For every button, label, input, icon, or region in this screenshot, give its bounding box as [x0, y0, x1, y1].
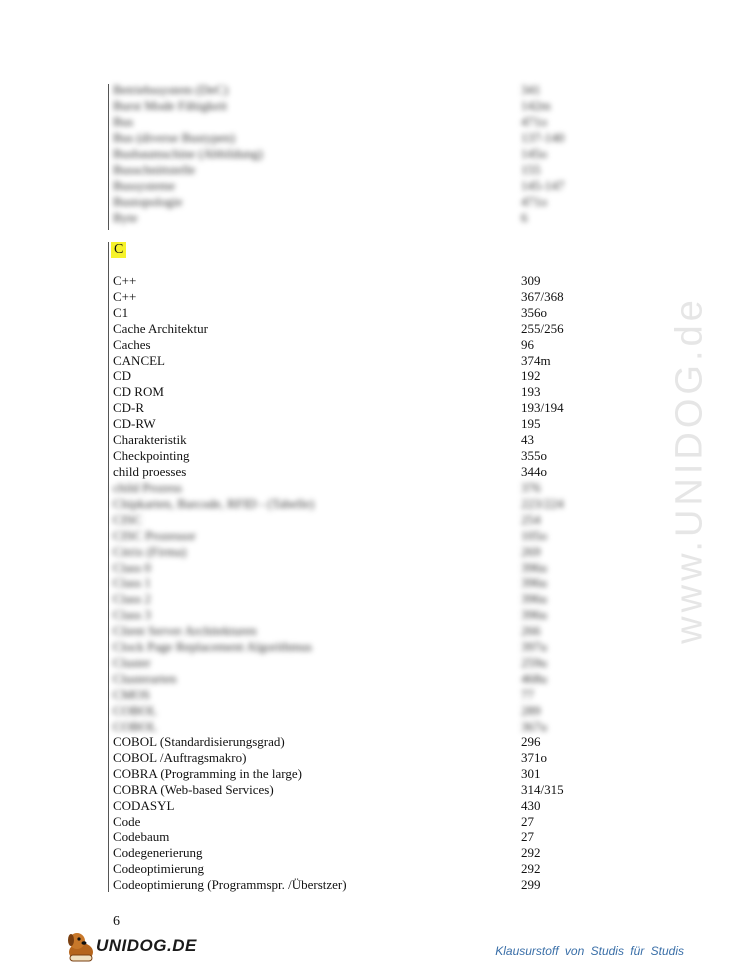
index-entry — [113, 194, 583, 210]
index-page-ref: 471o — [521, 194, 547, 209]
index-entry — [113, 687, 583, 703]
index-page-ref: 371o — [521, 749, 547, 765]
index-entry — [113, 766, 583, 782]
index-entry — [113, 845, 583, 861]
index-page-ref: 292 — [521, 861, 541, 877]
index-entry — [113, 480, 583, 496]
index-term: COBOL — [113, 702, 158, 718]
index-term: COBOL /Auftragsmakro) — [113, 749, 247, 765]
index-page-ref: 269 — [521, 543, 541, 559]
index-term: Busbaumschine (Abbildung) — [113, 146, 263, 161]
index-term: Busschnittstelle — [113, 162, 196, 177]
index-page-ref: 367u — [521, 718, 547, 734]
margin-line-main — [108, 242, 109, 892]
index-page-ref: 296 — [521, 734, 541, 749]
index-term: COBRA (Programming in the large) — [113, 765, 302, 781]
index-page-ref: 192 — [521, 368, 541, 384]
index-term: Cluster — [113, 654, 151, 670]
index-entry — [113, 703, 583, 719]
index-term: Client Server Architekturen — [113, 623, 257, 639]
watermark-text: www.UNIDOG.de — [668, 296, 711, 644]
index-term: CD-RW — [113, 416, 156, 432]
index-term: Class 1 — [113, 575, 151, 591]
index-term: Citrix (Firma) — [113, 543, 187, 559]
index-term: COBOL (Standardisierungsgrad) — [113, 734, 285, 749]
index-entry — [113, 591, 583, 607]
index-term: Chipkarten, Barcode, RFID - (Tabelle) — [113, 495, 315, 511]
index-page-ref: 314/315 — [521, 781, 564, 797]
index-entry — [113, 432, 583, 448]
index-term: child proesses — [113, 463, 187, 479]
index-page-ref: 254 — [521, 511, 541, 527]
index-page-ref: 142m — [521, 98, 551, 113]
index-term: CANCEL — [113, 352, 165, 368]
index-page-ref: 341 — [521, 82, 541, 97]
index-entry — [113, 814, 583, 830]
index-term: CD — [113, 368, 132, 384]
index-page-ref: 27 — [521, 829, 534, 845]
index-page-ref: 223/224 — [521, 495, 564, 511]
index-page-ref: 397u — [521, 639, 547, 654]
index-entry — [113, 861, 583, 877]
index-term: COBOL — [113, 718, 158, 734]
index-page-ref: 355o — [521, 447, 547, 463]
index-term: Bus (diverse Bustypen) — [113, 130, 236, 145]
index-page-ref: 471o — [521, 114, 547, 129]
index-term: Burst Mode Fähigkeit — [113, 98, 228, 113]
index-entry — [113, 655, 583, 671]
index-term: Codebaum — [113, 829, 170, 845]
index-term: CISC — [113, 511, 142, 527]
index-page-ref: 145-147 — [521, 178, 565, 193]
index-page-ref: 356o — [521, 304, 547, 320]
index-page-ref: 43 — [521, 432, 534, 447]
index-entry — [113, 575, 583, 591]
index-entry — [113, 416, 583, 432]
index-page-ref: 155 — [521, 162, 541, 177]
index-page-ref: 468u — [521, 670, 547, 686]
index-term: COBRA (Web-based Services) — [113, 781, 274, 797]
index-entry — [113, 210, 583, 226]
index-entry — [113, 829, 583, 845]
index-page-ref: 374m — [521, 352, 551, 368]
index-entry — [113, 400, 583, 416]
index-entry — [113, 782, 583, 798]
index-term: Bussysteme — [113, 178, 176, 193]
index-entry — [113, 353, 583, 369]
logo-text: UNIDOG.DE — [96, 936, 197, 955]
dog-icon — [64, 928, 98, 964]
index-entry — [113, 146, 583, 162]
footer-slogan: Klausurstoff von Studis für Studis — [495, 944, 684, 958]
index-entry — [113, 448, 583, 464]
index-term: CD-R — [113, 400, 145, 416]
index-term: Clusterarten — [113, 670, 177, 686]
index-term: Clock Page Replacement Algorithmus — [113, 639, 312, 654]
index-entry — [113, 130, 583, 146]
index-entry — [113, 162, 583, 178]
index-term: Codeoptimierung (Programmspr. /Überstzer) — [113, 877, 347, 893]
index-page-ref: 6 — [521, 210, 528, 225]
index-page-ref: 77 — [521, 686, 534, 702]
index-page-ref: 292 — [521, 845, 541, 861]
index-page-ref: 193/194 — [521, 400, 564, 416]
index-entry — [113, 512, 583, 528]
index-term: Bus — [113, 114, 134, 129]
index-page-ref: 430 — [521, 797, 541, 813]
index-term: Cache Architektur — [113, 320, 208, 336]
index-term: C1 — [113, 304, 129, 320]
index-page-ref: 301 — [521, 765, 541, 781]
index-term: Charakteristik — [113, 432, 187, 447]
index-term: C++ — [113, 288, 137, 304]
index-entry — [113, 273, 583, 289]
index-term: Codegenerierung — [113, 845, 203, 861]
index-entry — [113, 750, 583, 766]
index-page-ref: 255/256 — [521, 320, 564, 336]
index-term: C++ — [113, 273, 137, 288]
index-page-ref: 137-140 — [521, 130, 565, 145]
index-term: Bustopologie — [113, 194, 183, 209]
section-letter-heading: C — [111, 242, 126, 258]
index-page-ref: 396u — [521, 607, 547, 623]
index-term: Checkpointing — [113, 447, 190, 463]
index-term: Class 3 — [113, 607, 151, 623]
index-page-ref: 27 — [521, 813, 534, 829]
index-entry — [113, 560, 583, 576]
index-term: Code — [113, 813, 141, 829]
index-page-ref: 289 — [521, 702, 541, 718]
index-entry — [113, 528, 583, 544]
index-entry — [113, 798, 583, 814]
index-page-ref: 344o — [521, 463, 547, 479]
index-page-ref: 396u — [521, 559, 547, 575]
index-term: CISC Prozessor — [113, 527, 196, 543]
index-entry — [113, 289, 583, 305]
index-entry — [113, 639, 583, 655]
index-page-ref: 396u — [521, 591, 547, 607]
index-page-ref: 145o — [521, 146, 547, 161]
index-entry — [113, 464, 583, 480]
index-entry — [113, 607, 583, 623]
margin-line-top — [108, 84, 109, 230]
index-entry — [113, 671, 583, 687]
index-term: Class 2 — [113, 591, 151, 607]
index-page-ref: 105o — [521, 527, 547, 543]
index-term: Codeoptimierung — [113, 861, 204, 877]
index-entry — [113, 114, 583, 130]
index-page-ref: 259u — [521, 654, 547, 670]
index-entry — [113, 368, 583, 384]
index-page-ref: 396u — [521, 575, 547, 591]
index-page-ref: 367/368 — [521, 288, 564, 304]
index-entry — [113, 321, 583, 337]
index-entry — [113, 305, 583, 321]
index-page-ref: 309 — [521, 273, 541, 288]
index-page-ref: 266 — [521, 623, 541, 639]
index-entry — [113, 877, 583, 893]
index-entry — [113, 384, 583, 400]
index-page-ref: 193 — [521, 384, 541, 400]
index-term: Byte — [113, 210, 138, 225]
index-entry — [113, 719, 583, 735]
index-term: child Prozess — [113, 480, 182, 495]
index-term: CD ROM — [113, 384, 164, 400]
index-entry — [113, 82, 583, 98]
index-page-ref: 299 — [521, 877, 541, 893]
index-term: Betriebssystem (DeC) — [113, 82, 229, 97]
index-entry — [113, 623, 583, 639]
page-number: 6 — [113, 914, 120, 929]
index-page-ref: 376 — [521, 480, 541, 495]
index-term: CODASYL — [113, 797, 175, 813]
index-entry — [113, 734, 583, 750]
index-entry — [113, 98, 583, 114]
index-page-ref: 195 — [521, 416, 541, 432]
index-entry — [113, 337, 583, 353]
index-term: CMOS — [113, 686, 150, 702]
index-entry — [113, 544, 583, 560]
index-entry — [113, 496, 583, 512]
index-page-ref: 96 — [521, 336, 534, 352]
index-entry — [113, 178, 583, 194]
index-term: Caches — [113, 336, 151, 352]
unidog-logo — [64, 928, 197, 964]
index-term: Class 0 — [113, 559, 151, 575]
